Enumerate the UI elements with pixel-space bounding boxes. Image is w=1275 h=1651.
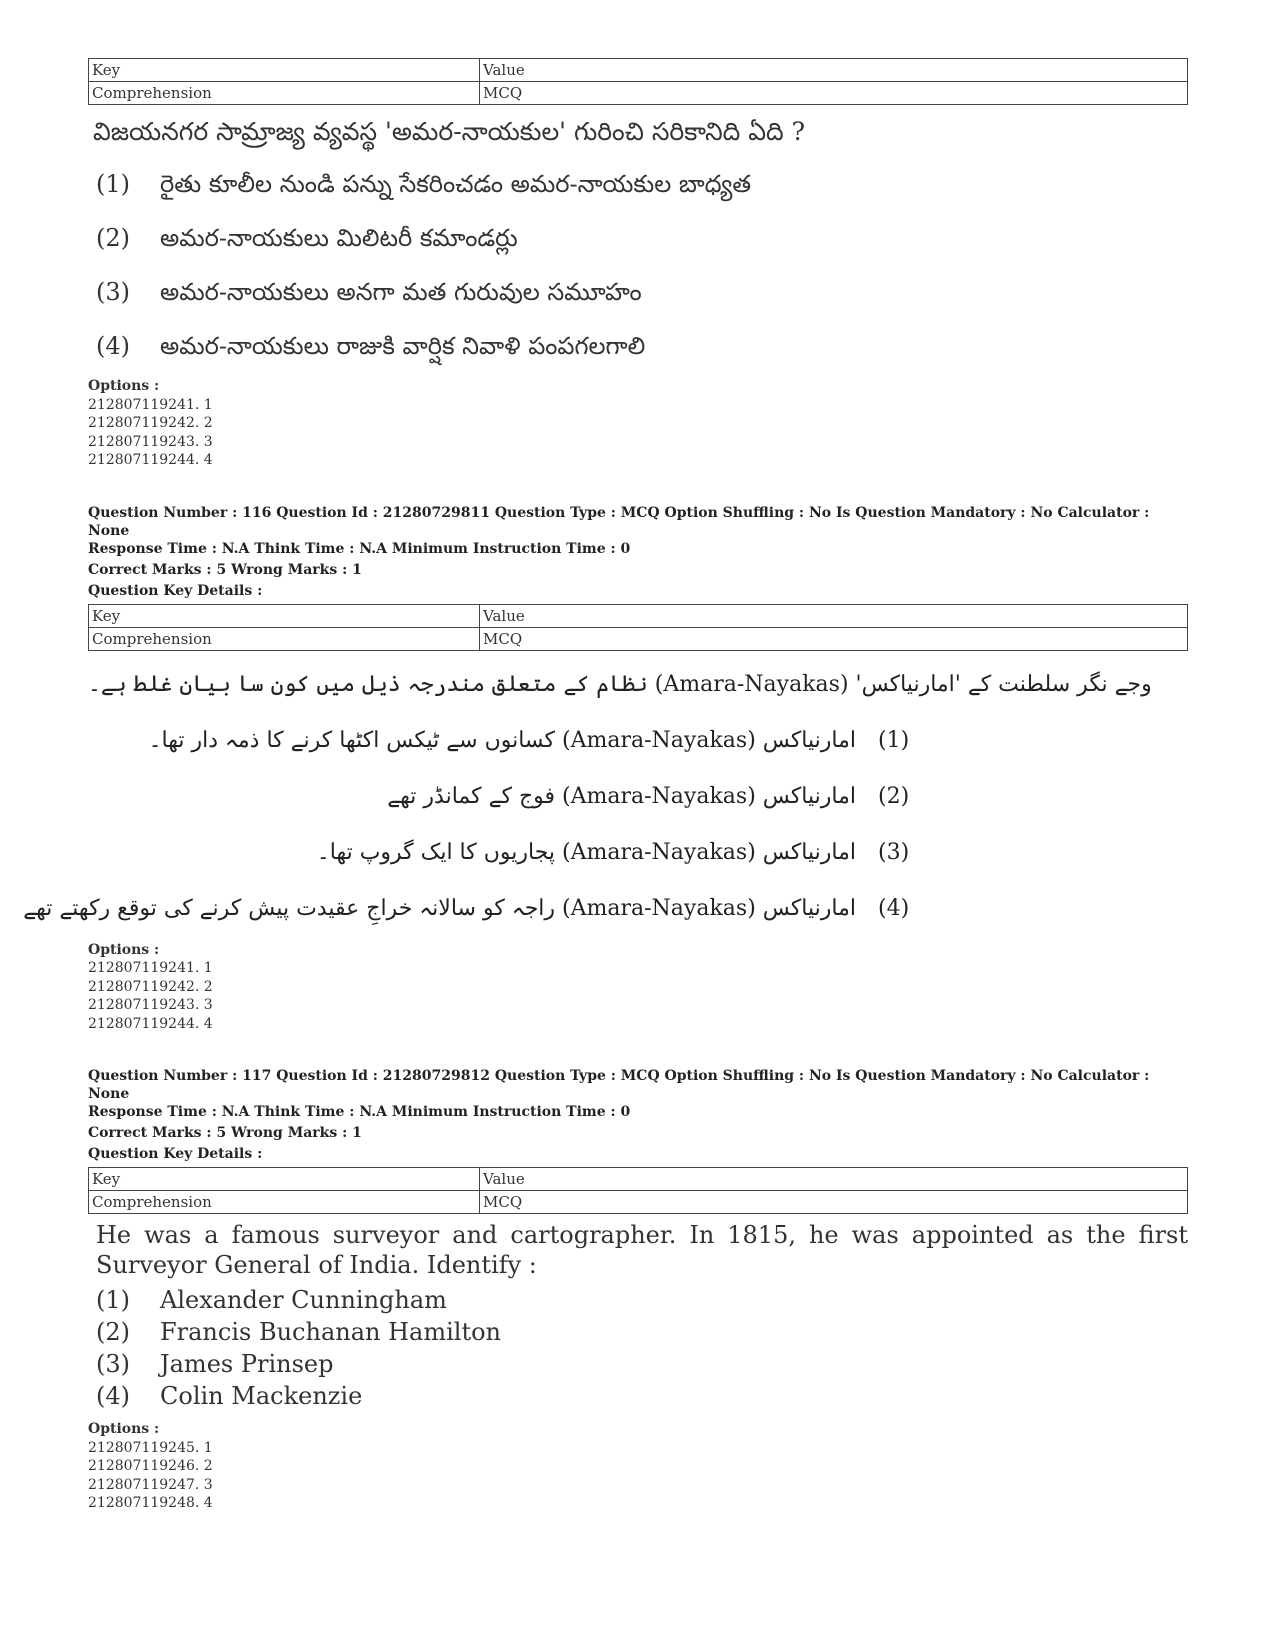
option-id: 212807119243. 3 [88, 997, 213, 1013]
option-id: 212807119242. 2 [88, 978, 213, 995]
option-id: 212807119248. 4 [88, 1495, 213, 1511]
answer-option: (2) امارنیاکس (Amara-Nayakas) فوج کے کمانڈر تھے [387, 783, 910, 809]
options-list [88, 1420, 1188, 1513]
option-id: 212807119246. 2 [88, 1458, 213, 1474]
key-cell: Comprehension [89, 1191, 480, 1214]
options-list [88, 941, 1188, 1034]
option-id: 212807119247. 3 [88, 1476, 213, 1493]
meta-line: Question Number : 116 Question Id : 21280729811 Question Type : MCQ Option Shuffling : No Is Question Mandatory : No Calculator : None [88, 504, 1150, 539]
option-id: 212807119241. 1 [88, 960, 213, 976]
value-cell: MCQ [480, 82, 1188, 105]
options-label: Options : [88, 941, 160, 958]
question-meta [88, 1067, 1188, 1163]
key-cell: Comprehension [89, 82, 480, 105]
question-text: He was a famous surveyor and cartographer. In 1815, he was appointed as the first Surveyor General of India. Identify : [96, 1221, 1188, 1279]
option-id: 212807119245. 1 [88, 1439, 213, 1456]
value-cell: MCQ [480, 1191, 1188, 1214]
option-id: 212807119244. 4 [88, 452, 213, 468]
key-details-label: Question Key Details : [88, 1146, 263, 1162]
options-list [88, 377, 1188, 470]
answer-option: (1) రైతు కూలీల నుండి పన్ను సేకరించడం అమర-నాయకుల బాధ్యత [96, 170, 752, 198]
key-details-label: Question Key Details : [88, 582, 263, 599]
question-key-table [88, 58, 1188, 105]
question-key-table [88, 604, 1188, 651]
option-id: 212807119241. 1 [88, 396, 213, 413]
option-id: 212807119242. 2 [88, 415, 213, 431]
option-id: 212807119243. 3 [88, 433, 213, 450]
key-header: Key [89, 1168, 480, 1191]
question-block-115 [88, 58, 1188, 470]
question-block-117 [88, 1067, 1188, 1513]
answer-option: (3) امارنیاکس (Amara-Nayakas) پجاریوں کا ایک گروپ تھا۔ [316, 839, 910, 865]
answer-option: (2) Francis Buchanan Hamilton [96, 1318, 502, 1346]
answer-option: (3) అమర-నాయకులు అనగా మత గురువుల సమూహం [96, 278, 642, 306]
value-header: Value [480, 604, 1188, 627]
value-cell: MCQ [480, 627, 1188, 650]
value-header: Value [480, 59, 1188, 82]
answer-option: (3) James Prinsep [96, 1350, 334, 1378]
value-header: Value [480, 1168, 1188, 1191]
question-meta [88, 504, 1188, 600]
meta-line: Response Time : N.A Think Time : N.A Minimum Instruction Time : 0 [88, 1104, 631, 1120]
key-header: Key [89, 59, 480, 82]
answer-option: (2) అమర-నాయకులు మిలిటరీ కమాండర్లు [96, 224, 518, 252]
question-key-table [88, 1167, 1188, 1214]
options-label: Options : [88, 1421, 160, 1437]
answer-option: (4) అమర-నాయకులు రాజుకి వార్షిక నివాళి పంపగలగాలి [96, 332, 646, 360]
marks-line: Correct Marks : 5 Wrong Marks : 1 [88, 561, 362, 578]
key-cell: Comprehension [89, 627, 480, 650]
answer-option: (1) Alexander Cunningham [96, 1286, 447, 1314]
options-label: Options : [88, 378, 160, 394]
question-block-116 [23, 504, 1188, 1034]
answer-option: (4) امارنیاکس (Amara-Nayakas) راجہ کو سالانہ خراجِ عقیدت پیش کرنے کی توقع رکھتے تھے [23, 895, 910, 921]
meta-line: Response Time : N.A Think Time : N.A Minimum Instruction Time : 0 [88, 540, 631, 557]
answer-option: (4) Colin Mackenzie [96, 1382, 363, 1410]
option-id: 212807119244. 4 [88, 1015, 213, 1032]
answer-option: (1) امارنیاکس (Amara-Nayakas) کسانوں سے ٹیکس اکٹھا کرنے کا ذمہ دار تھا۔ [148, 727, 910, 753]
question-text: وجے نگر سلطنت کے 'امارنیاکس' (Amara-Nayakas) نظام کے متعلق مندرجہ ذیل میں کون سا بیان غلط ہے۔ [88, 671, 1152, 697]
key-header: Key [89, 604, 480, 627]
marks-line: Correct Marks : 5 Wrong Marks : 1 [88, 1125, 362, 1141]
question-text: విజయనగర సామ్రాజ్య వ్యవస్థ 'అమర-నాయకుల' గురించి సరికానిది ఏది ? [93, 117, 806, 146]
document-page [23, 58, 1188, 1513]
meta-line: Question Number : 117 Question Id : 21280729812 Question Type : MCQ Option Shuffling : No Is Question Mandatory : No Calculator : None [88, 1068, 1150, 1102]
